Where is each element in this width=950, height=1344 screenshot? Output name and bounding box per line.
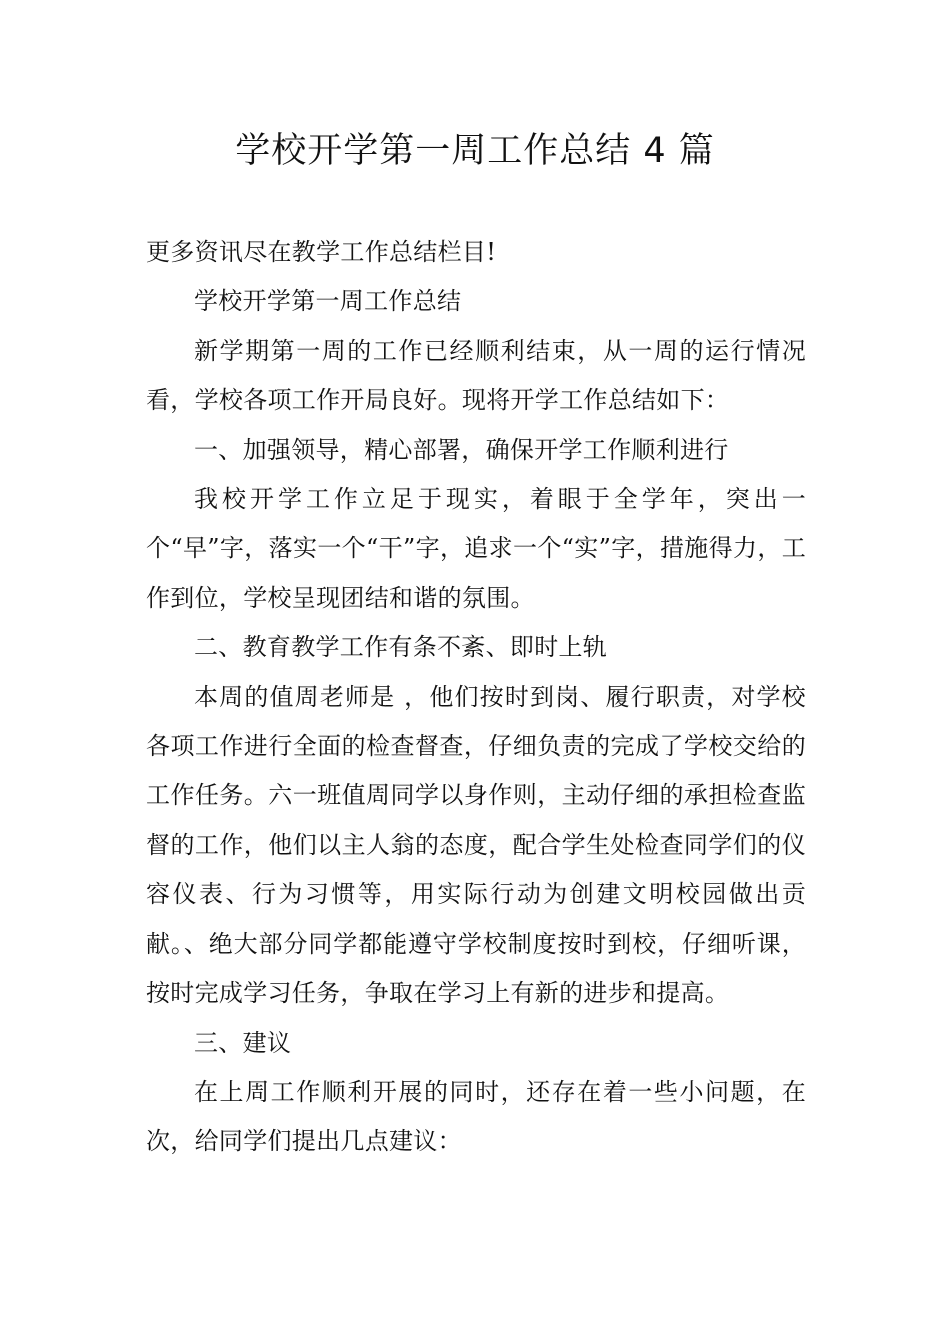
paragraph-duty-teachers: 本周的值周老师是 ，他们按时到岗、履行职责，对学校各项工作进行全面的检查督查，仔细负责的完成了学校交给的工作任务。六一班值周同学以身作则，主动仔细的承担检查监督的工作，他们以主人翁的态度，配合学生处检查同学们的仪容仪表、行为习惯等，用实际行动为创建文明校园做出贡献。、绝大部分同学都能遵守学校制度按时到校，仔细听课，按时完成学习任务，争取在学习上有新的进步和提高。 — [146, 682, 806, 1008]
paragraph-heading-one: 一、加强领导，精心部署，确保开学工作顺利进行 — [194, 435, 729, 464]
document-body — [146, 228, 806, 1167]
paragraph-intro: 新学期第一周的工作已经顺利结束，从一周的运行情况看，学校各项工作开局良好。现将开学工作总结如下： — [146, 336, 806, 415]
paragraph-school-work: 我校开学工作立足于现实，着眼于全学年，突出一个“早”字，落实一个“干”字，追求一个“实”字，措施得力，工作到位，学校呈现团结和谐的氛围。 — [146, 485, 806, 612]
paragraph-more-info: 更多资讯尽在教学工作总结栏目! — [146, 238, 497, 266]
paragraph-heading-two: 二、教育教学工作有条不紊、即时上轨 — [194, 633, 608, 662]
paragraph-section-title: 学校开学第一周工作总结 — [194, 287, 462, 316]
document-title: 学校开学第一周工作总结 4 篇 — [235, 131, 715, 171]
paragraph-heading-three: 三、建议 — [194, 1028, 292, 1057]
paragraph-suggestions: 在上周工作顺利开展的同时，还存在着一些小问题，在次，给同学们提出几点建议： — [146, 1077, 806, 1156]
